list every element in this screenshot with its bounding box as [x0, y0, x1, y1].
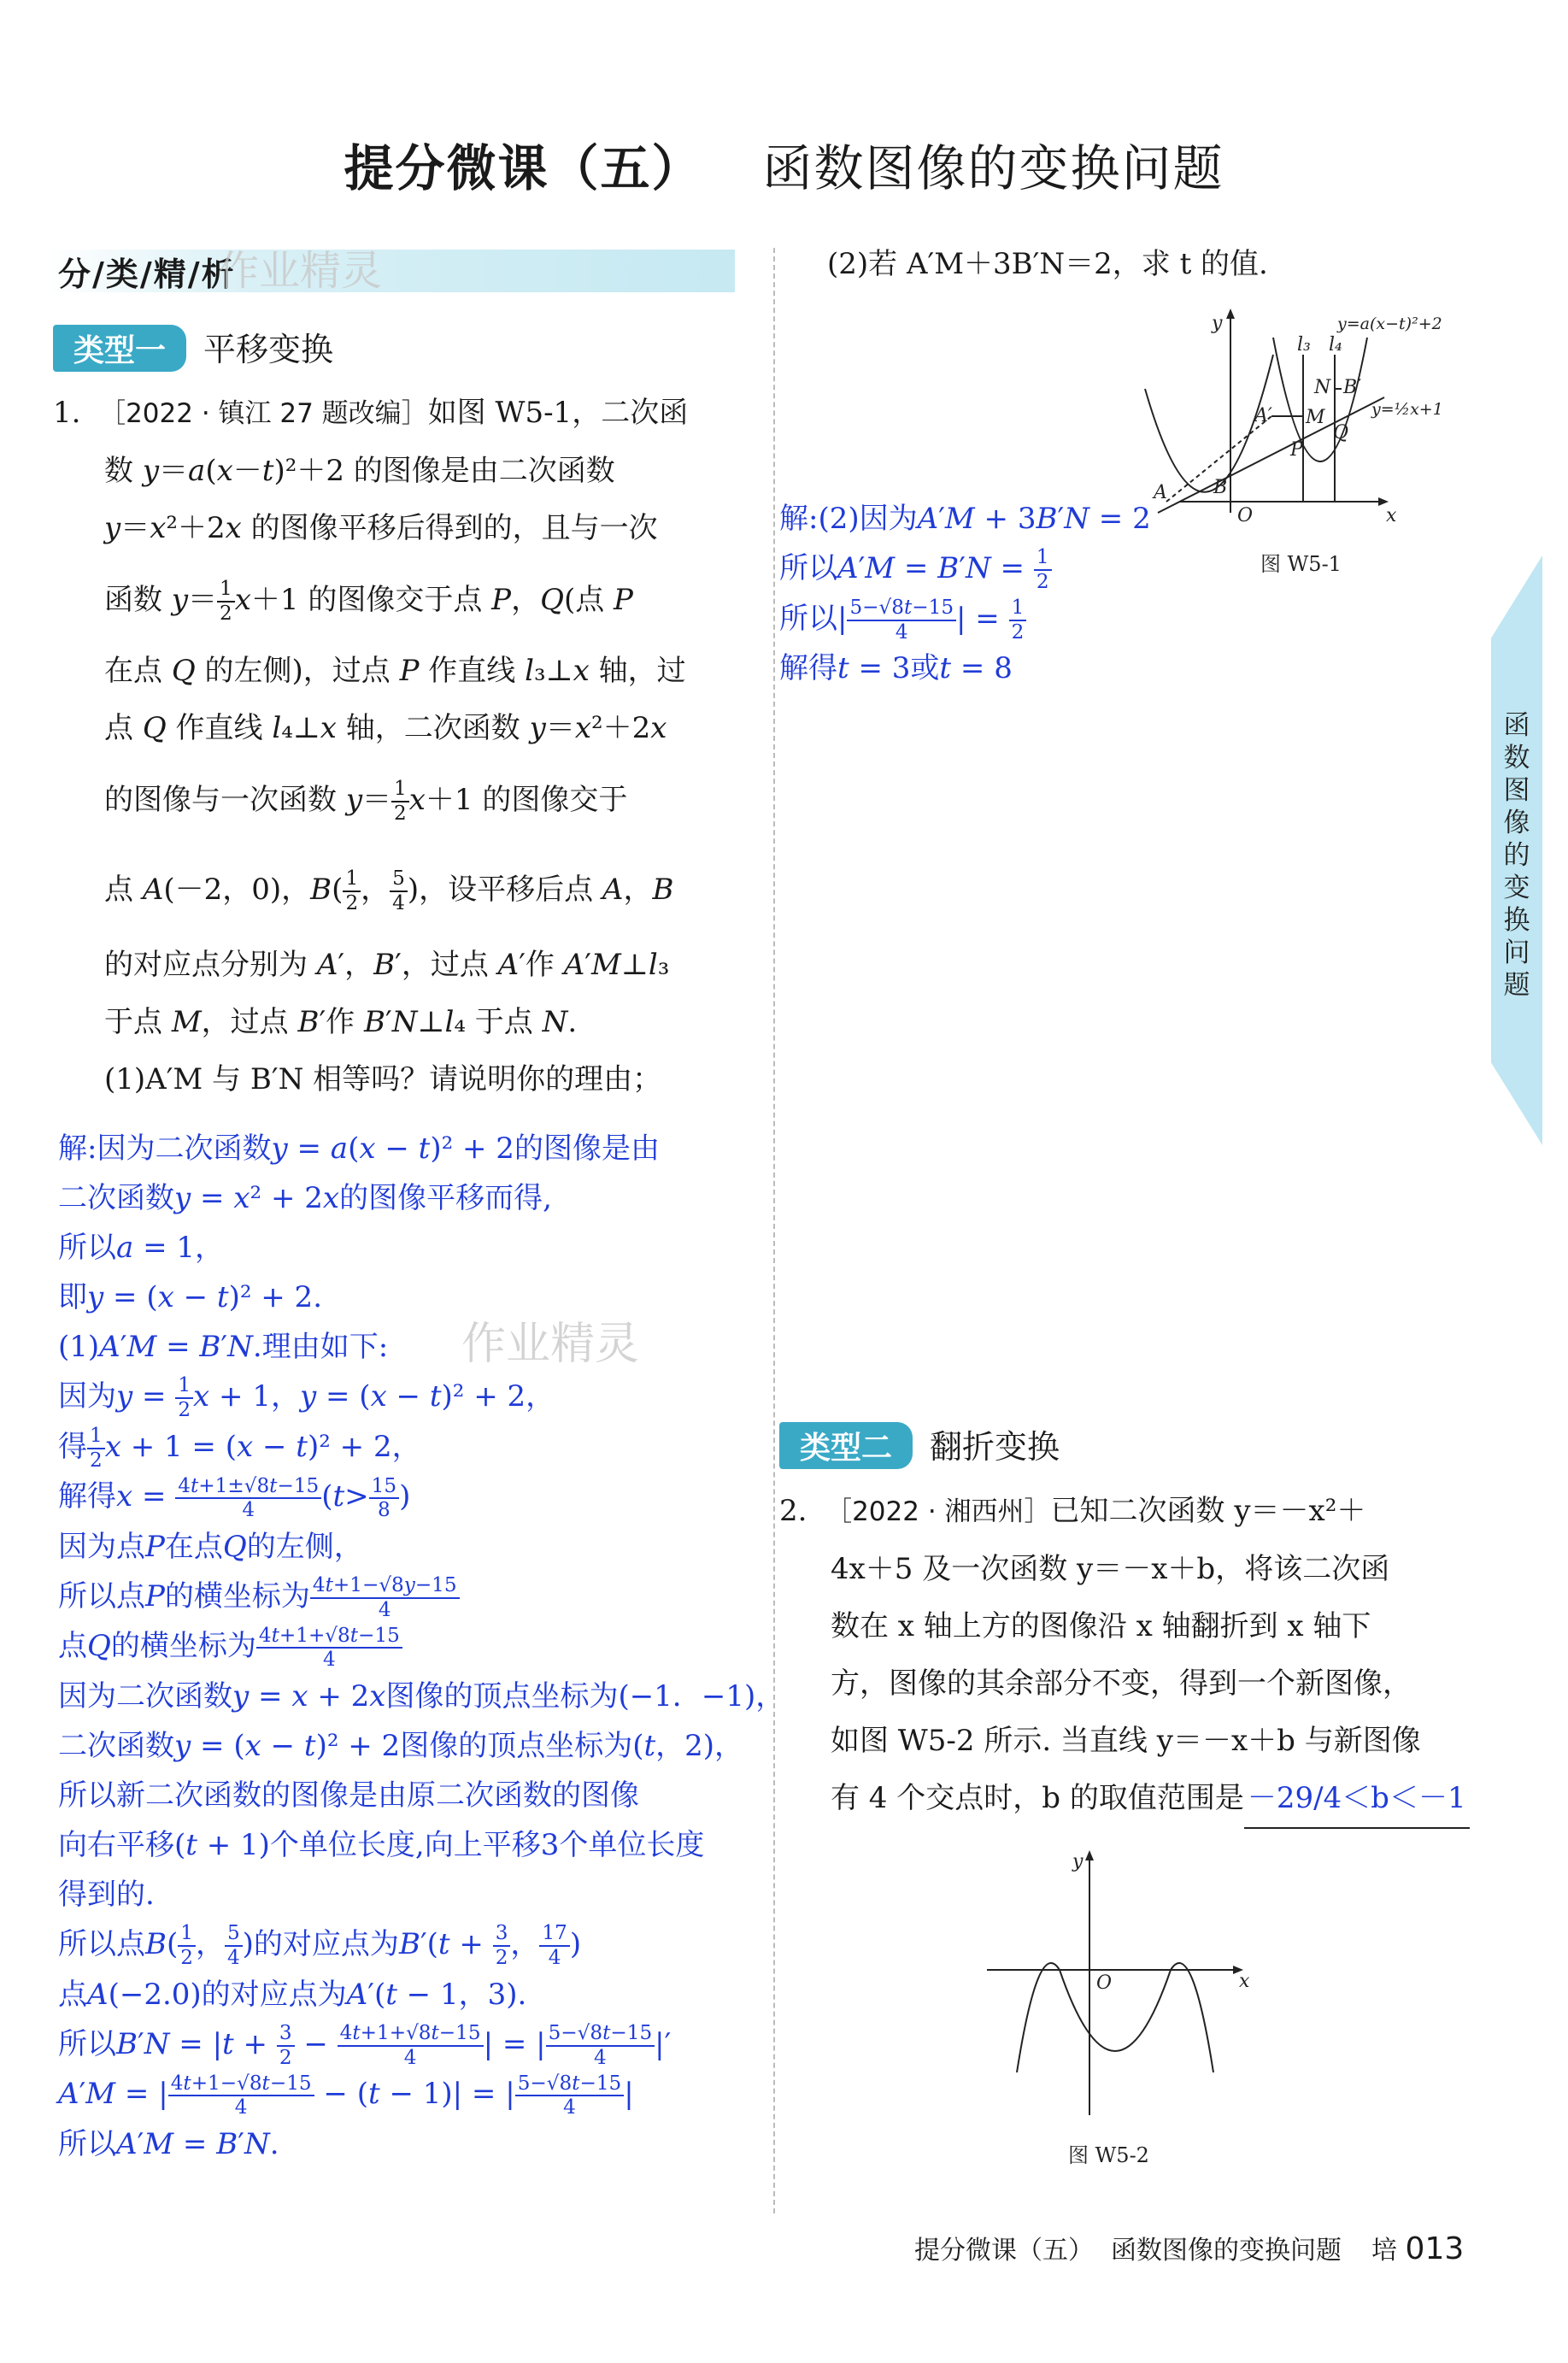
q1-part1: (1)A′M 与 B′N 相等吗？请说明你的理由； [104, 1062, 662, 1096]
label-M: M [1306, 407, 1325, 428]
q1-solution-part1: 解:因为二次函数y = a(x − t)² + 2的图像是由 二次函数y = x² + 2x的图像平移而得, 所以a = 1， 即y = (x − t)² + 2. (1)A′M = B′N.理由如下: 因为y = $\frac{1}{2}$ x + 1，y = (x − t)² + 2， 得 $\frac{1}{2}$ x + 1 = (x − t)² + 2， 解得x = $\frac{4t+1\pm√8t-15}{4}$ (t> $\frac{15}{8}$ ) 因为点P在点Q的左侧， 所以点P的横坐标为 $\frac{4t+1-√8y-15}{4}$ 点Q的横坐标为 $\frac{4t+1+√8t-15}{4}$ 因为二次函数y = x + 2x图像的顶点坐标为(−1．−1)， 二次函数y = (x − t)² + 2图像的顶点坐标为(t，2)， 所以新二次函数的图像是由原二次函数的图像 向右平移(t + 1)个单位长度,向上平移3个单位长度 得到的. 所以点B( $\frac{1}{2}$ ， $\frac{5}{4}$ )的对应点为B′(t + $\frac{3}{2}$ ， $\frac{17}{4}$ ) 点A(−2.0)的对应点为A′(t − 1，3). 所以B′N = |t + $\frac{3}{2}$ − $\frac{4t+1+√8t-15}{4}$ | = | $\frac{5-√8t-15}{4}$ |′ A′M = | $\frac{4t+1-√8t-15}{4}$ − (t − 1)| = | $\frac{5-√8t-15}{4}$ | 所以A′M = B′N. [58, 1132, 785, 2161]
label-y: y [1072, 1851, 1084, 1872]
footer-page: 培 013 [1371, 2231, 1465, 2266]
type2-tag: 类型二 [779, 1422, 913, 1469]
shifted-parabola [1273, 338, 1367, 461]
label-curve: y=a(x−t)²+2 [1337, 314, 1442, 333]
label-l4: l₄ [1329, 334, 1342, 356]
figure-w5-2-caption: 图 W5-2 [1068, 2143, 1149, 2167]
flipped-part [1060, 1970, 1171, 2051]
parabola-right-arm [1171, 1963, 1213, 2072]
type2-title: 翻折变换 [930, 1428, 1060, 1466]
label-B: B [1213, 477, 1228, 498]
label-x: x [1239, 1971, 1250, 1992]
watermark-2: 作业精灵 [461, 1319, 640, 1370]
label-N: N [1314, 377, 1331, 398]
label-Q: Q [1333, 422, 1349, 444]
page-title: 提分微课（五） 函数图像的变换问题 [344, 139, 1224, 197]
watermark: 作业精灵 [218, 247, 383, 295]
section-heading: 分/类/精/析 [58, 256, 236, 293]
q2-answer: －29/4＜b＜－1 [1244, 1770, 1470, 1829]
parabola-left-arm [1017, 1963, 1060, 2072]
label-B-prime: B′ [1343, 377, 1362, 398]
label-y: y [1212, 313, 1223, 334]
label-A-prime: A′ [1254, 405, 1272, 426]
side-tab-text: 函数图像的变换问题 [1503, 710, 1530, 1001]
type1-tag: 类型一 [53, 325, 186, 372]
figure-w5-1-caption: 图 W5-1 [1260, 552, 1342, 576]
label-line: y=½x+1 [1371, 400, 1443, 419]
type1-header [53, 323, 333, 372]
column-divider [773, 248, 775, 2213]
label-P: P [1290, 439, 1303, 461]
q1-statement: 1. ［2022 · 镇江 27 题改编］如图 W5-1，二次函 数 y＝a(x－t)²＋2 的图像是由二次函数 y＝x²＋2x 的图像平移后得到的，且与一次 函数 y＝ $\frac{1}{2}$ x＋1 的图像交于点 P，Q(点 P 在点 Q 的左侧)，过点 P 作直线 l₃⊥x 轴，过 点 Q 作直线 l₄⊥x 轴，二次函数 y＝x²＋2x 的图像与一次函数 y＝ $\frac{1}{2}$ x＋1 的图像交于 点 A(－2，0)，B( $\frac{1}{2}$ ， $\frac{5}{4}$ )，设平移后点 A，B 的对应点分别为 A′，B′，过点 A′作 A′M⊥l₃ 于点 M，过点 B′作 B′N⊥l₄ 于点 N. (1)A′M 与 B′N 相等吗？请说明你的理由； [53, 385, 754, 1108]
footer-mid: 函数图像的变换问题 [1111, 2236, 1342, 2266]
label-origin: O [1237, 505, 1254, 526]
label-A: A [1154, 482, 1167, 503]
label-l3: l₃ [1297, 334, 1311, 356]
type2-header [779, 1420, 1060, 1469]
y-arrow [1226, 309, 1235, 319]
footer-left: 提分微课（五） [914, 2236, 1094, 2266]
label-x: x [1386, 505, 1397, 526]
y-arrow [1085, 1850, 1094, 1860]
figure-w5-2 [983, 1842, 1273, 2175]
q2-statement: 2. ［2022 · 湘西州］已知二次函数 y＝－x²＋ 4x＋5 及一次函数 y＝－x＋b，将该二次函 数在 x 轴上方的图像沿 x 轴翻折到 x 轴下 方，图像的其余部分不变，得到一个新图像， 如图 W5-2 所示. 当直线 y＝－x＋b 与新图像 有 4 个交点时，b 的取值范围是 －29/4＜b＜－1 [779, 1483, 1480, 1829]
q1-solution-part2: 解:(2)因为A′M + 3B′N = 2 所以A′M = B′N = $\frac{1}{2}$ 所以| $\frac{5-√8t-15}{4}$ | = $\frac{1}{2}$ 解得t = 3或t = 8 [779, 502, 1151, 686]
type1-title: 平移变换 [203, 331, 334, 368]
label-origin: O [1096, 1972, 1113, 1994]
q1-part2: (2)若 A′M＋3B′N＝2，求 t 的值. [827, 247, 1268, 281]
